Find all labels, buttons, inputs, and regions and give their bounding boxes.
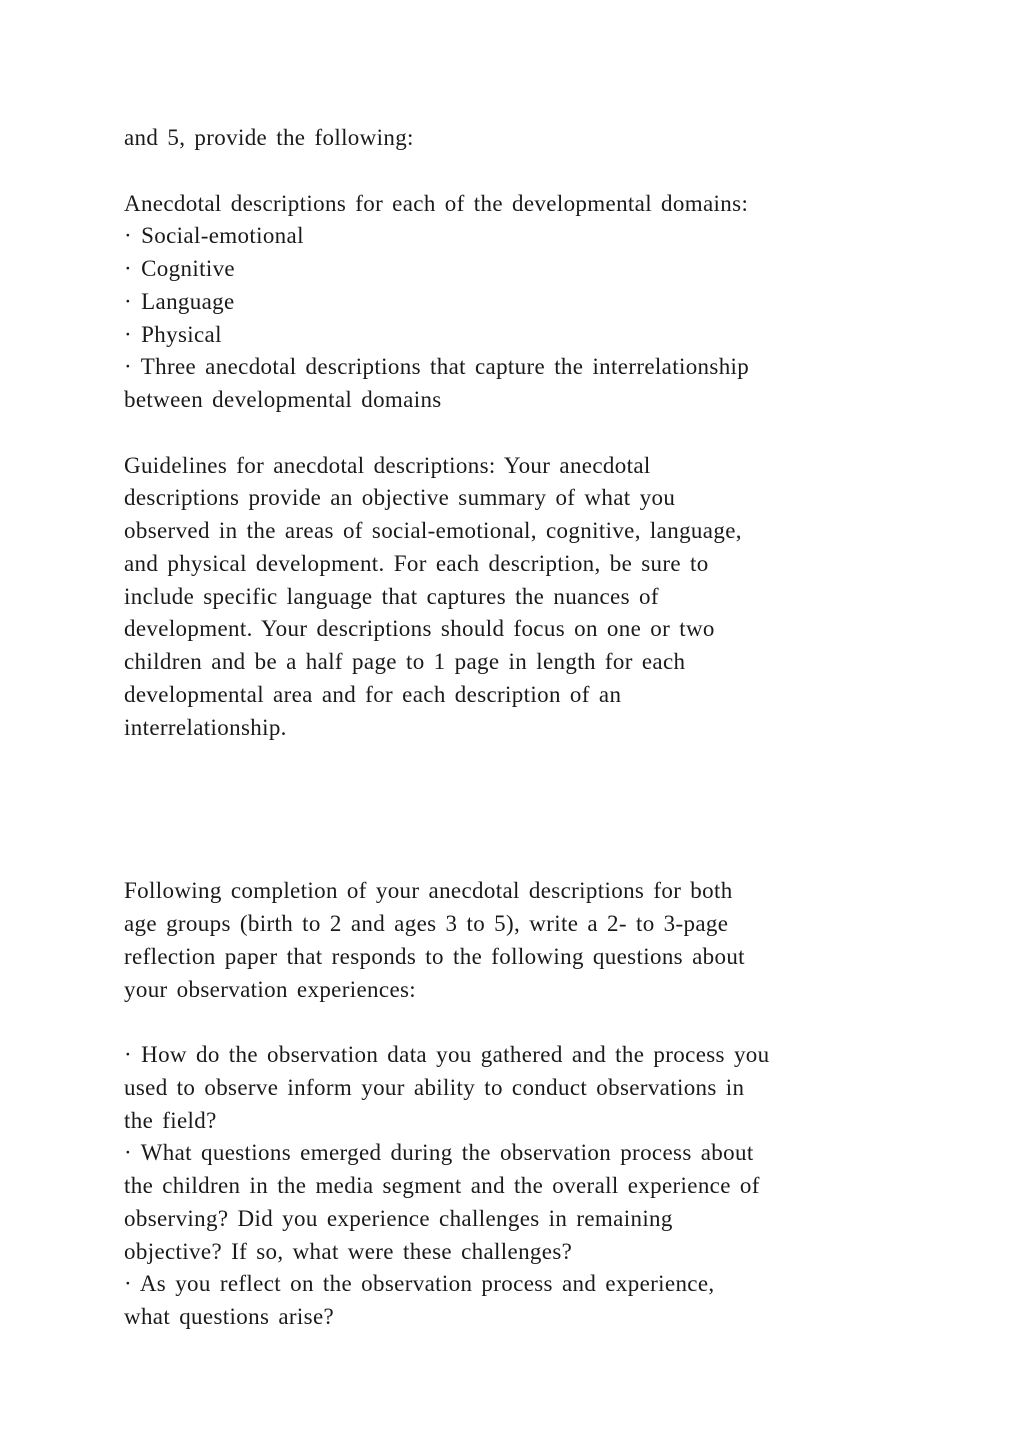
guidelines-line: developmental area and for each description of an <box>124 681 622 707</box>
spacer <box>124 777 904 810</box>
list-item-interrelationship-cont: between developmental domains <box>124 387 442 412</box>
document-body <box>124 122 904 1334</box>
intro-line: and 5, provide the following: <box>124 125 414 150</box>
guidelines-line: descriptions provide an objective summary of what you <box>124 485 676 511</box>
guidelines-line: interrelationship. <box>124 714 287 740</box>
question-line: the children in the media segment and the overall experience of <box>124 1173 760 1198</box>
spacer <box>124 417 904 450</box>
question-line: objective? If so, what were these challenges? <box>124 1238 573 1264</box>
list-item-interrelationship: · Three anecdotal descriptions that capture the interrelationship <box>124 354 750 380</box>
question-line: · How do the observation data you gathered and the process you <box>124 1042 770 1067</box>
question-line: used to observe inform your ability to conduct observations in <box>124 1074 745 1100</box>
spacer <box>124 843 904 876</box>
guidelines-line: observed in the areas of social-emotional, cognitive, language, <box>124 518 742 543</box>
question-line: the field? <box>124 1107 217 1133</box>
domains-heading: Anecdotal descriptions for each of the developmental domains: <box>124 190 749 216</box>
reflection-line: reflection paper that responds to the following questions about <box>124 943 745 969</box>
reflection-line: Following completion of your anecdotal descriptions for both <box>124 878 733 904</box>
guidelines-line: and physical development. For each description, be sure to <box>124 550 709 576</box>
list-item-language: · Language <box>124 288 235 314</box>
guidelines-line: development. Your descriptions should focus on one or two <box>124 616 715 642</box>
list-item-cognitive: · Cognitive <box>124 256 235 281</box>
reflection-line: age groups (birth to 2 and ages 3 to 5), write a 2- to 3-page <box>124 911 729 936</box>
question-line: what questions arise? <box>124 1304 335 1329</box>
spacer <box>124 810 904 843</box>
spacer <box>124 155 904 188</box>
guidelines-line: children and be a half page to 1 page in length for each <box>124 649 686 674</box>
spacer <box>124 744 904 777</box>
list-item-social-emotional: · Social-emotional <box>124 223 304 249</box>
list-item-physical: · Physical <box>124 321 222 347</box>
question-line: · What questions emerged during the observation process about <box>124 1140 754 1166</box>
guidelines-line: Guidelines for anecdotal descriptions: Your anecdotal <box>124 452 651 478</box>
question-line: · As you reflect on the observation process and experience, <box>124 1271 715 1297</box>
question-line: observing? Did you experience challenges in remaining <box>124 1205 673 1231</box>
spacer <box>124 1006 904 1039</box>
reflection-line: your observation experiences: <box>124 976 417 1002</box>
guidelines-line: include specific language that captures the nuances of <box>124 583 659 609</box>
